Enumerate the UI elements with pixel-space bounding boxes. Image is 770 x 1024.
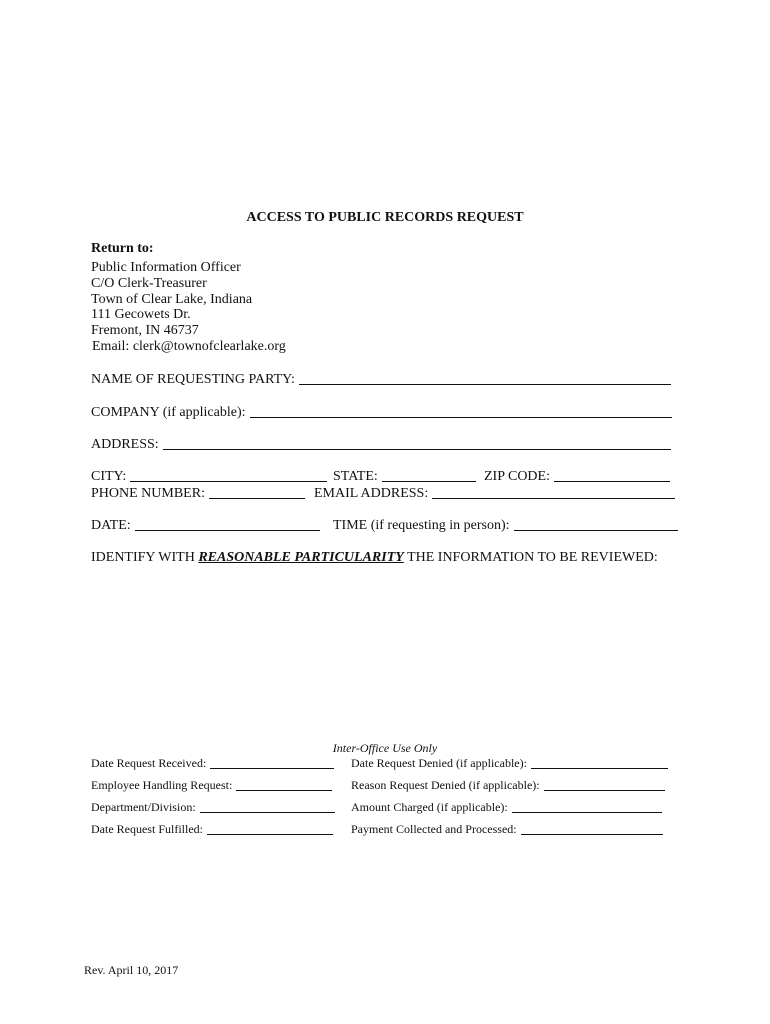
reason-denied-input-line[interactable] (544, 789, 665, 791)
employee-handling-label: Employee Handling Request: (91, 778, 233, 792)
zip-label: ZIP CODE: (484, 469, 550, 484)
reason-denied-field (351, 778, 665, 793)
city-input-line[interactable] (130, 480, 327, 482)
identify-prefix: IDENTIFY WITH (91, 550, 199, 565)
name-label: NAME OF REQUESTING PARTY: (91, 372, 295, 387)
date-field (91, 518, 320, 534)
phone-label: PHONE NUMBER: (91, 486, 205, 501)
company-field (91, 405, 672, 421)
return-address-block (91, 260, 286, 355)
department-field (91, 800, 335, 815)
reason-denied-label: Reason Request Denied (if applicable): (351, 778, 540, 792)
department-label: Department/Division: (91, 800, 196, 814)
date-received-field (91, 756, 334, 771)
address-line-town: Town of Clear Lake, Indiana (91, 291, 253, 307)
payment-collected-input-line[interactable] (521, 833, 663, 835)
state-label: STATE: (333, 469, 378, 484)
amount-charged-input-line[interactable] (512, 811, 662, 813)
date-received-label: Date Request Received: (91, 756, 207, 770)
date-denied-field (351, 756, 668, 771)
identify-emphasis: REASONABLE PARTICULARITY (198, 550, 404, 565)
date-fulfilled-label: Date Request Fulfilled: (91, 822, 203, 836)
return-to-heading: Return to: (91, 241, 154, 256)
date-fulfilled-field (91, 822, 333, 837)
phone-field (91, 486, 305, 502)
state-input-line[interactable] (382, 480, 476, 482)
address-line-clerk: C/O Clerk-Treasurer (91, 275, 207, 291)
address-label: ADDRESS: (91, 437, 159, 452)
time-field (333, 518, 678, 534)
city-field (91, 469, 327, 485)
information-description-area[interactable] (91, 572, 673, 732)
zip-input-line[interactable] (554, 480, 670, 482)
address-line-city-zip: Fremont, IN 46737 (91, 323, 199, 339)
payment-collected-label: Payment Collected and Processed: (351, 822, 517, 836)
email-label: EMAIL ADDRESS: (314, 486, 429, 501)
date-label: DATE: (91, 518, 131, 533)
address-input-line[interactable] (163, 448, 671, 450)
date-denied-label: Date Request Denied (if applicable): (351, 756, 527, 770)
date-fulfilled-input-line[interactable] (207, 833, 333, 835)
inter-office-heading: Inter-Office Use Only (332, 741, 438, 755)
date-denied-input-line[interactable] (531, 767, 668, 769)
time-label: TIME (if requesting in person): (333, 518, 510, 533)
revision-date: Rev. April 10, 2017 (84, 963, 179, 977)
address-line-officer: Public Information Officer (91, 260, 241, 275)
email-input-line[interactable] (432, 497, 675, 499)
time-input-line[interactable] (514, 529, 678, 531)
date-input-line[interactable] (135, 529, 320, 531)
company-label: COMPANY (if applicable): (91, 405, 246, 420)
amount-charged-field (351, 800, 662, 815)
company-input-line[interactable] (250, 416, 672, 418)
amount-charged-label: Amount Charged (if applicable): (351, 800, 508, 814)
state-field (333, 469, 476, 485)
employee-handling-input-line[interactable] (236, 789, 332, 791)
name-input-line[interactable] (299, 383, 671, 385)
email-field (314, 486, 675, 502)
payment-collected-field (351, 822, 663, 837)
address-field (91, 437, 671, 453)
date-received-input-line[interactable] (210, 767, 334, 769)
identify-suffix: THE INFORMATION TO BE REVIEWED: (403, 550, 658, 565)
city-label: CITY: (91, 469, 127, 484)
department-input-line[interactable] (200, 811, 335, 813)
phone-input-line[interactable] (209, 497, 305, 499)
address-line-email: Email: clerk@townofclearlake.org (92, 338, 286, 354)
name-field (91, 372, 671, 388)
zip-field (484, 469, 670, 485)
address-line-street: 111 Gecowets Dr. (91, 307, 191, 323)
identify-instruction (91, 550, 658, 566)
form-title: ACCESS TO PUBLIC RECORDS REQUEST (246, 210, 524, 225)
employee-handling-field (91, 778, 332, 793)
